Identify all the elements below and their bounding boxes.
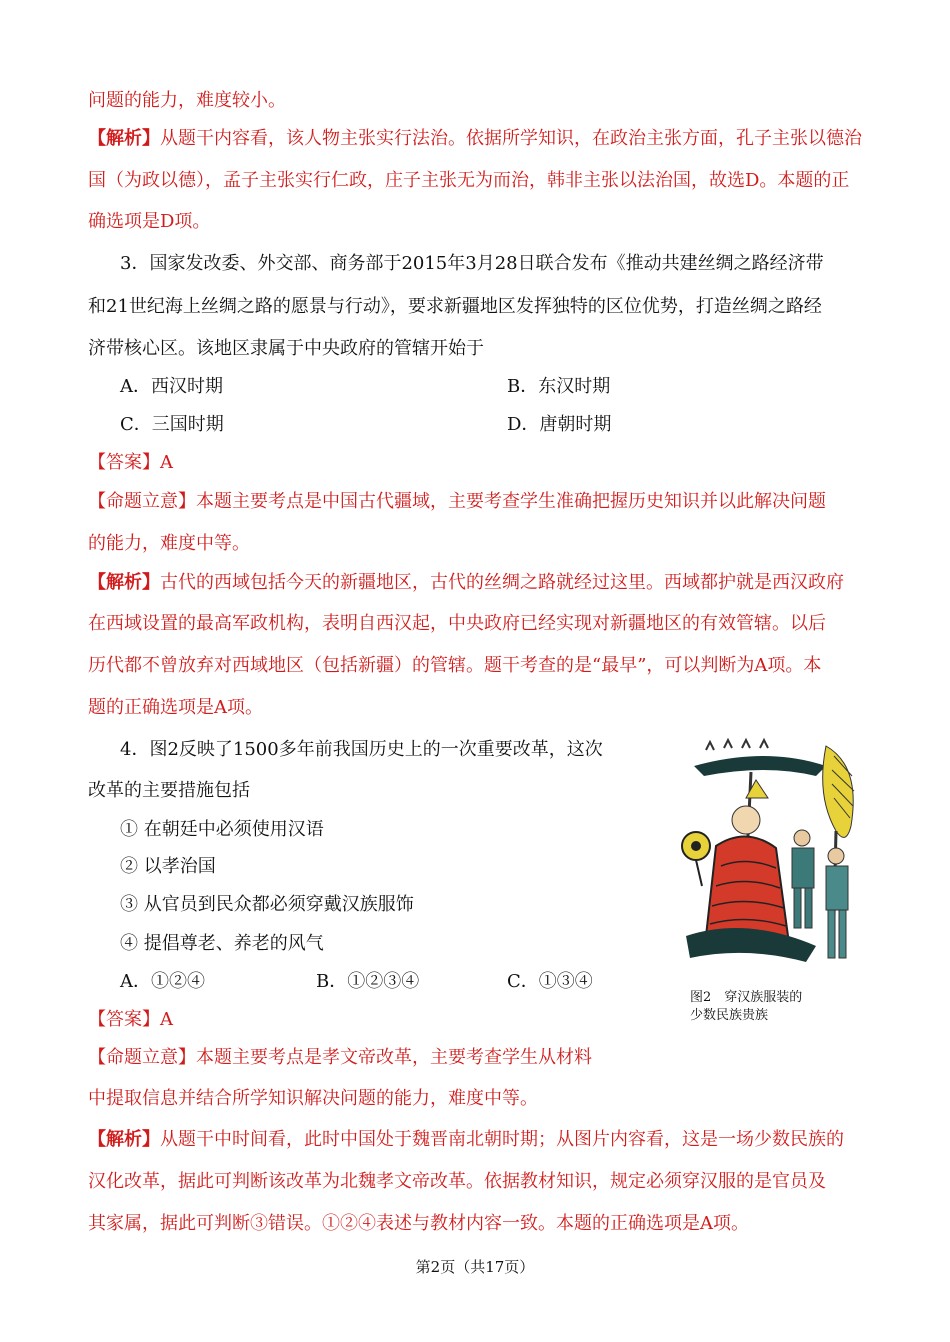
page-footer: 第2页（共17页） [415,1258,535,1276]
question-3-option-a: A．西汉时期 [120,376,223,397]
analysis-3: 在西域设置的最高军政机构，表明自西汉起，中央政府已经实现对新疆地区的有效管辖。以后 [88,613,826,634]
question-4-stem: 改革的主要措施包括 [88,780,250,801]
text-line: 确选项是D项。 [88,211,211,232]
analysis-4: 其家属，据此可判断③错误。①②④表述与教材内容一致。本题的正确选项是A项。 [88,1213,749,1234]
question-3-option-b: B．东汉时期 [507,376,611,397]
analysis-4: 汉化改革，据此可判断该改革为北魏孝文帝改革。依据教材知识，规定必须穿汉服的是官员及 [88,1171,826,1192]
question-4-item: ② 以孝治国 [120,856,216,877]
analysis-text: 从题干内容看，该人物主张实行法治。依据所学知识，在政治主张方面，孔子主张以德治 [160,128,862,149]
question-3-stem: 济带核心区。该地区隶属于中央政府的管辖开始于 [88,338,484,359]
question-4-option-c: C．①③④ [507,971,593,992]
question-4-option-a: A．①②④ [120,971,205,992]
analysis-3: 历代都不曾放弃对西域地区（包括新疆）的管辖。题干考查的是“最早”，可以判断为A项。本 [88,655,822,676]
question-3-stem: 和21世纪海上丝绸之路的愿景与行动》，要求新疆地区发挥独特的区位优势，打造丝绸之路经 [88,296,822,317]
noble-illustration [676,736,866,982]
text-line: 国（为政以德），孟子主张实行仁政，庄子主张无为而治，韩非主张以法治国，故选D。本题的正 [88,170,850,191]
figure-caption: 图2 穿汉族服装的 [690,990,803,1005]
question-3-option-c: C．三国时期 [120,414,224,435]
analysis-tag: 【解析】 [88,572,160,593]
intent-4: 【命题立意】本题主要考点是孝文帝改革，主要考查学生从材料 [88,1047,592,1068]
text-line: 问题的能力，难度较小。 [88,90,286,111]
answer-4: 【答案】A [88,1009,173,1030]
intent-4: 中提取信息并结合所学知识解决问题的能力，难度中等。 [88,1088,538,1109]
question-3-stem: 3．国家发改委、外交部、商务部于2015年3月28日联合发布《推动共建丝绸之路经济带 [120,253,824,274]
analysis-4 [88,1128,844,1152]
analysis-tag: 【解析】 [88,128,160,149]
analysis-3: 题的正确选项是A项。 [88,697,263,718]
analysis-3 [88,571,844,595]
question-4-item: ④ 提倡尊老、养老的风气 [120,933,324,954]
analysis-tag: 【解析】 [88,1129,160,1150]
intent-3: 的能力，难度中等。 [88,533,250,554]
text-line [88,127,862,151]
answer-3: 【答案】A [88,452,173,473]
analysis-text: 从题干中时间看，此时中国处于魏晋南北朝时期；从图片内容看，这是一场少数民族的 [160,1129,844,1150]
question-4-option-b: B．①②③④ [316,971,420,992]
question-3-option-d: D．唐朝时期 [507,414,612,435]
question-4-item: ③ 从官员到民众都必须穿戴汉族服饰 [120,894,414,915]
intent-3: 【命题立意】本题主要考点是中国古代疆域，主要考查学生准确把握历史知识并以此解决问题 [88,491,826,512]
analysis-text: 古代的西域包括今天的新疆地区，古代的丝绸之路就经过这里。西域都护就是西汉政府 [160,572,844,593]
question-4-item: ① 在朝廷中必须使用汉语 [120,819,324,840]
figure-caption: 少数民族贵族 [690,1008,769,1023]
question-4-stem: 4．图2反映了1500多年前我国历史上的一次重要改革，这次 [120,739,603,760]
